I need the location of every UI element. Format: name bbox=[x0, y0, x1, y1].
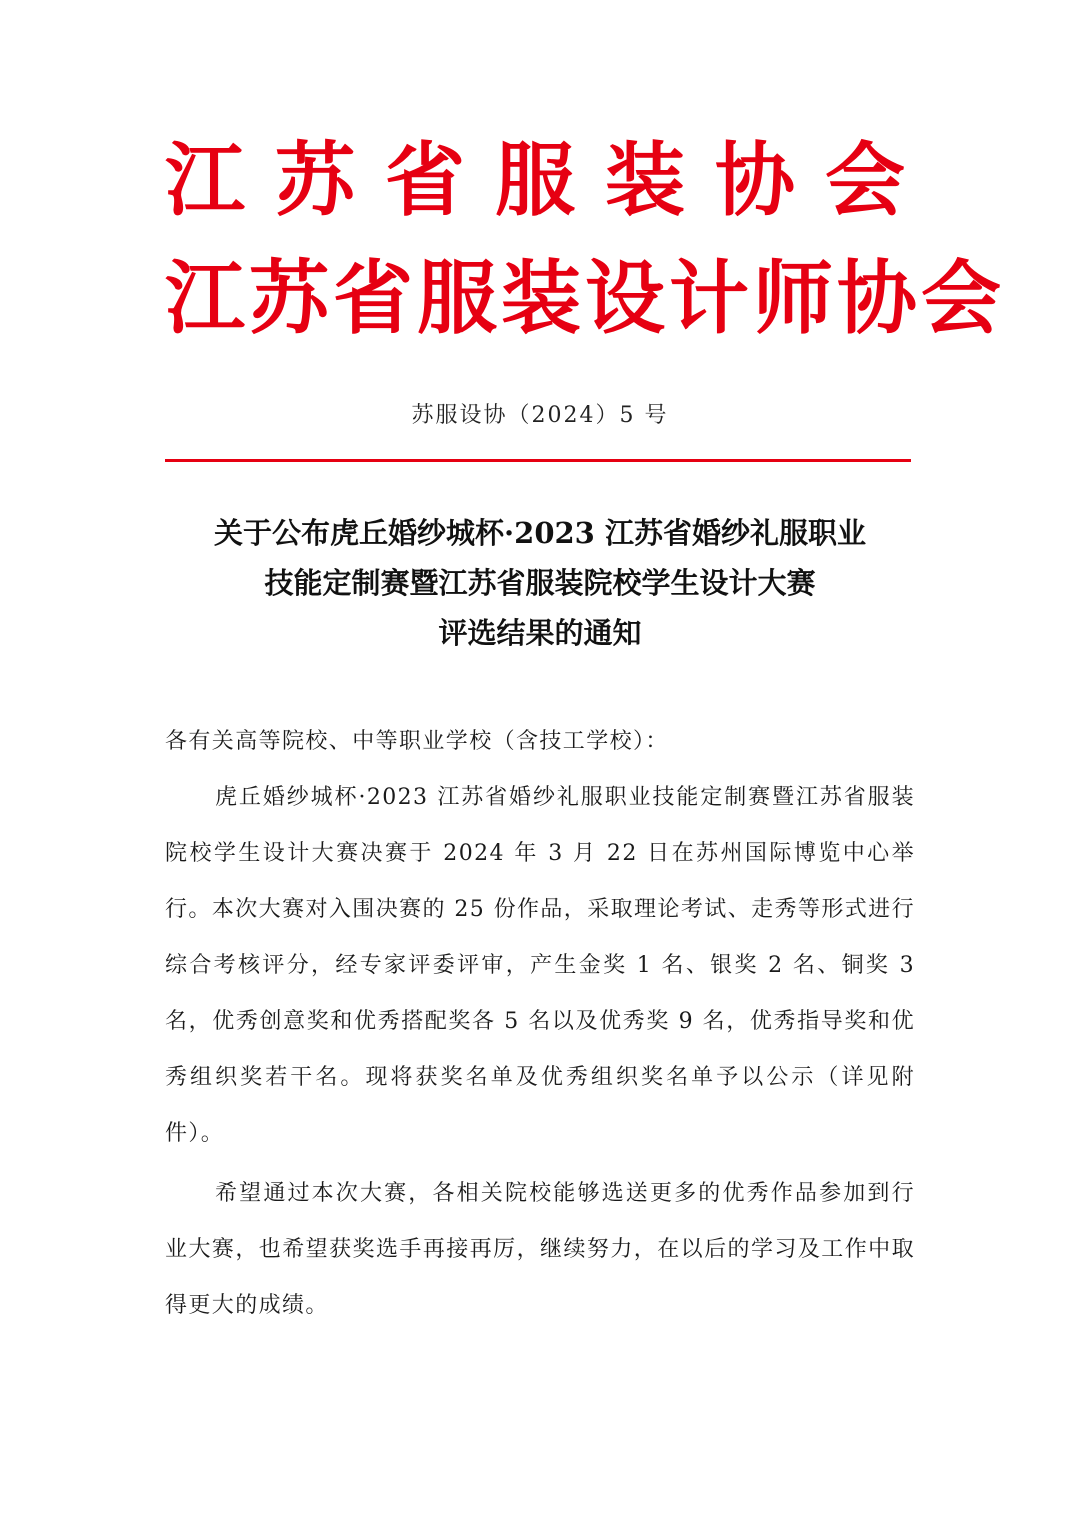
salutation: 各有关高等院校、中等职业学校（含技工学校）： bbox=[165, 729, 669, 754]
issuer-name-2: 江苏省服装设计师协会 bbox=[165, 251, 1005, 345]
issuer-name-1: 江苏省服装协会 bbox=[165, 133, 935, 227]
title-line: 关于公布虎丘婚纱城杯·2023 江苏省婚纱礼服职业 bbox=[214, 516, 866, 550]
body-paragraph-2: 希望通过本次大赛，各相关院校能够选送更多的优秀作品参加到行业大赛，也希望获奖选手再接再厉，继续努力，在以后的学习及工作中取得更大的成绩。 bbox=[165, 1181, 915, 1318]
title-line: 技能定制赛暨江苏省服装院校学生设计大赛 bbox=[264, 566, 816, 600]
body-paragraph-1: 虎丘婚纱城杯·2023 江苏省婚纱礼服职业技能定制赛暨江苏省服装院校学生设计大赛决赛于 2024 年 3 月 22 日在苏州国际博览中心举行。本次大赛对入围决赛的 25 份作品，采取理论考试、走秀等形式进行综合考核评分，经专家评委评审，产生金奖 1 名、银奖 2 名、铜奖 3 名，优秀创意奖和优秀搭配奖各 5 名以及优秀奖 9 名，优秀指导奖和优秀组织奖若干名。现将获奖名单及优秀组织奖名单予以公示（详见附件）。 bbox=[165, 785, 915, 1146]
document-title bbox=[150, 508, 930, 658]
red-divider bbox=[165, 459, 911, 462]
title-line: 评选结果的通知 bbox=[438, 616, 642, 650]
document-number: 苏服设协（2024）5 号 bbox=[411, 403, 669, 428]
